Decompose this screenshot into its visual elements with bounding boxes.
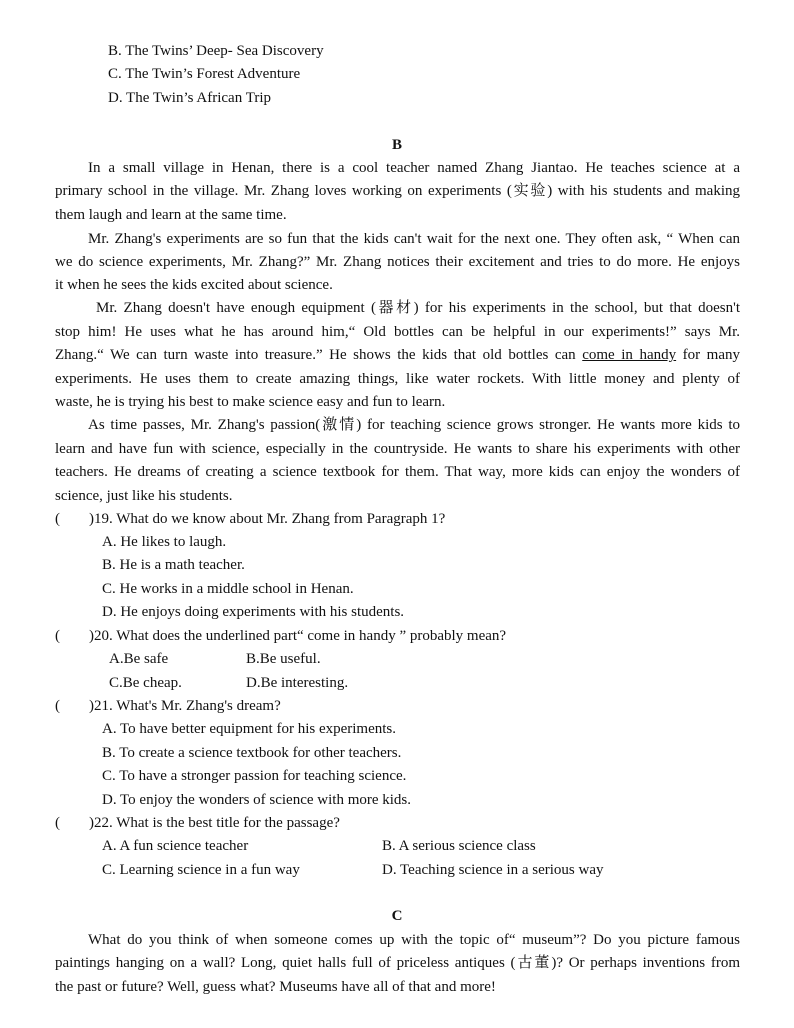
b-p3-line5: waste, he is trying his best to make science easy and fun to learn. — [55, 394, 446, 410]
b-p1-line3: them laugh and learn at the same time. — [55, 207, 287, 223]
q20-option-b: B.Be useful. — [246, 651, 321, 667]
q21-option-a: A. To have better equipment for his experiments. — [102, 721, 397, 737]
b-p3-line4: experiments. He uses them to create amazing things, like water rockets. With little money and plenty of — [55, 371, 740, 387]
b-p4-line4: science, just like his students. — [55, 488, 233, 504]
c-p1-line1: What do you think of when someone comes up with the topic of“ museum”? Do you picture famous — [88, 932, 740, 948]
q19-option-b: B. He is a math teacher. — [102, 557, 245, 573]
q21-stem: )21. What's Mr. Zhang's dream? — [89, 698, 281, 714]
b-p3-line1: Mr. Zhang doesn't have enough equipment (器材) for his experiments in the school, but that doesn't — [96, 300, 740, 316]
q22-option-d: D. Teaching science in a serious way — [382, 862, 604, 878]
b-p2-line1: Mr. Zhang's experiments are so fun that the kids can't wait for the next one. They often ask, “ When can — [88, 231, 740, 247]
b-p3-line2: stop him! He uses what he has around him,“ Old bottles can be helpful in our experiments!” says Mr. — [55, 324, 740, 340]
b-p2-line2: we do science experiments, Mr. Zhang?” Mr. Zhang notices their excitement and tries to do more. He enjoys — [55, 254, 740, 270]
q19-stem: )19. What do we know about Mr. Zhang from Paragraph 1? — [89, 511, 446, 527]
c-p1-line3: the past or future? Well, guess what? Museums have all of that and more! — [55, 979, 496, 995]
section-c-heading: C — [391, 908, 403, 924]
q21-option-b: B. To create a science textbook for other teachers. — [102, 745, 402, 761]
q19-option-a: A. He likes to laugh. — [102, 534, 227, 550]
b-p4-line1: As time passes, Mr. Zhang's passion(激情) for teaching science grows stronger. He wants more kids to — [88, 417, 740, 433]
prev-option-c: C. The Twin’s Forest Adventure — [108, 66, 301, 82]
q22-option-a: A. A fun science teacher — [102, 838, 249, 854]
q20-bracket: ( — [55, 628, 60, 644]
b-p1-line1: In a small village in Henan, there is a cool teacher named Zhang Jiantao. He teaches science at a — [88, 160, 740, 176]
q20-stem: )20. What does the underlined part“ come in handy ” probably mean? — [89, 628, 507, 644]
b-p2-line3: it when he sees the kids excited about science. — [55, 277, 333, 293]
q20-option-d: D.Be interesting. — [246, 675, 349, 691]
b-p3-line3 — [55, 344, 740, 367]
q19-bracket: ( — [55, 511, 60, 527]
q22-option-c: C. Learning science in a fun way — [102, 862, 300, 878]
q20-option-a: A.Be safe — [109, 651, 169, 667]
b-p3-line3-end: for many — [676, 347, 741, 363]
section-b-heading: B — [391, 137, 402, 153]
q19-option-c: C. He works in a middle school in Henan. — [102, 581, 354, 597]
underlined-phrase: come in handy — [582, 347, 677, 363]
q22-stem: )22. What is the best title for the passage? — [89, 815, 340, 831]
b-p4-line3: teachers. He dreams of creating a science textbook for them. That way, more kids can enjoy the wonders of — [55, 464, 740, 480]
b-p4-line2: learn and have fun with science, especially in the countryside. He wants to share his experiments with other — [55, 441, 740, 457]
q21-option-d: D. To enjoy the wonders of science with more kids. — [102, 792, 412, 808]
q22-bracket: ( — [55, 815, 60, 831]
q21-bracket: ( — [55, 698, 60, 714]
q20-option-c: C.Be cheap. — [109, 675, 182, 691]
q21-option-c: C. To have a stronger passion for teaching science. — [102, 768, 407, 784]
q19-option-d: D. He enjoys doing experiments with his students. — [102, 604, 405, 620]
prev-option-b: B. The Twins’ Deep- Sea Discovery — [108, 43, 324, 59]
b-p1-line2: primary school in the village. Mr. Zhang loves working on experiments (实验) with his students and making — [55, 183, 740, 199]
b-p3-line3-start: Zhang.“ We can turn waste into treasure.” He shows the kids that old bottles can — [55, 347, 583, 363]
c-p1-line2: paintings hanging on a wall? Long, quiet halls full of priceless antiques (古董)? Or perhaps inventions from — [55, 955, 740, 971]
prev-option-d: D. The Twin’s African Trip — [108, 90, 271, 106]
q22-option-b: B. A serious science class — [382, 838, 536, 854]
